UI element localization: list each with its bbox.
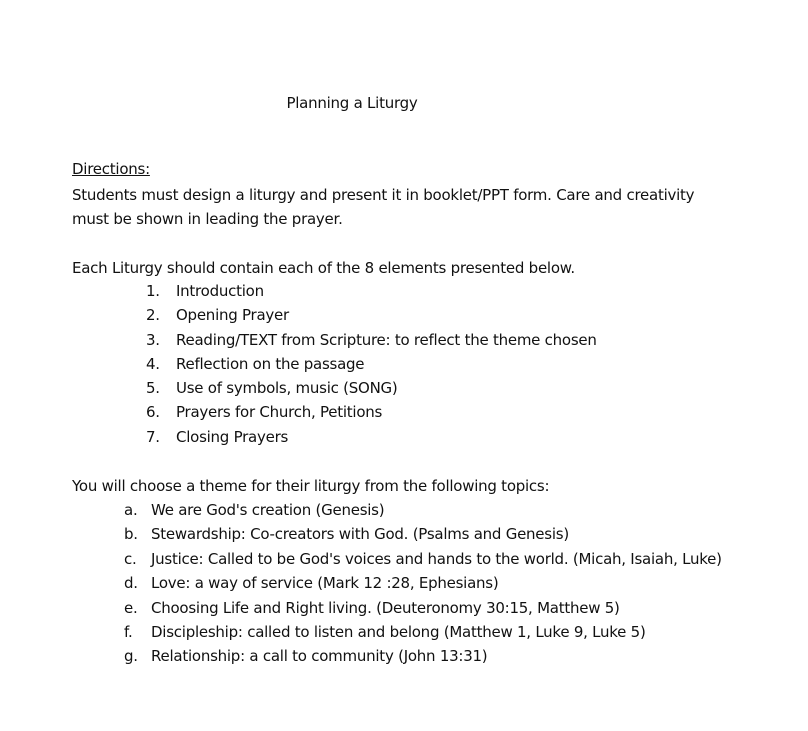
topics-list — [124, 498, 764, 669]
elements-intro: Each Liturgy should contain each of the 8 elements presented below. — [72, 259, 575, 277]
list-item-number: 3. — [146, 330, 160, 349]
list-item-letter: d. — [124, 574, 138, 593]
list-item — [146, 400, 597, 424]
list-item-text: Stewardship: Co-creators with God. (Psalms and Genesis) — [151, 525, 569, 544]
list-item — [146, 303, 597, 327]
list-item — [124, 644, 764, 668]
list-item — [124, 620, 764, 644]
list-item-letter: c. — [124, 549, 137, 568]
list-item — [146, 352, 597, 376]
list-item-text: Love: a way of service (Mark 12 :28, Ephesians) — [151, 574, 499, 593]
list-item — [146, 425, 597, 449]
list-item-letter: f. — [124, 623, 133, 642]
list-item-text: Choosing Life and Right living. (Deuteronomy 30:15, Matthew 5) — [151, 598, 620, 617]
list-item-text: Introduction — [176, 282, 264, 300]
list-item — [124, 547, 764, 571]
list-item — [146, 328, 597, 352]
directions-heading: Directions: — [72, 160, 150, 178]
list-item — [146, 376, 597, 400]
list-item-number: 1. — [146, 282, 160, 300]
list-item — [124, 498, 764, 522]
list-item-text: Closing Prayers — [176, 427, 289, 446]
list-item-text: Discipleship: called to listen and belong (Matthew 1, Luke 9, Luke 5) — [151, 623, 646, 642]
list-item — [124, 596, 764, 620]
list-item-letter: a. — [124, 501, 138, 519]
list-item-number: 2. — [146, 306, 160, 325]
elements-list — [146, 279, 597, 449]
list-item-text: Reading/TEXT from Scripture: to reflect the theme chosen — [176, 330, 597, 349]
directions-text: Students must design a liturgy and present it in booklet/PPT form. Care and creativity must be shown in leading the prayer. — [72, 186, 695, 228]
topics-intro: You will choose a theme for their liturgy from the following topics: — [72, 477, 550, 495]
page-title: Planning a Liturgy — [286, 94, 418, 112]
list-item — [124, 522, 764, 546]
list-item-number: 5. — [146, 379, 160, 398]
list-item-letter: b. — [124, 525, 138, 544]
list-item-letter: g. — [124, 647, 138, 666]
list-item-text: Opening Prayer — [176, 306, 289, 325]
list-item-number: 6. — [146, 403, 160, 422]
list-item-number: 7. — [146, 427, 160, 446]
list-item — [146, 279, 597, 303]
list-item-letter: e. — [124, 598, 138, 617]
list-item — [124, 571, 764, 595]
list-item-text: Reflection on the passage — [176, 354, 365, 373]
list-item-text: Relationship: a call to community (John 13:31) — [151, 647, 488, 666]
list-item-text: Prayers for Church, Petitions — [176, 403, 383, 422]
list-item-text: Justice: Called to be God's voices and hands to the world. (Micah, Isaiah, Luke) — [151, 549, 722, 568]
list-item-number: 4. — [146, 354, 160, 373]
list-item-text: Use of symbols, music (SONG) — [176, 379, 398, 398]
list-item-text: We are God's creation (Genesis) — [151, 501, 385, 519]
